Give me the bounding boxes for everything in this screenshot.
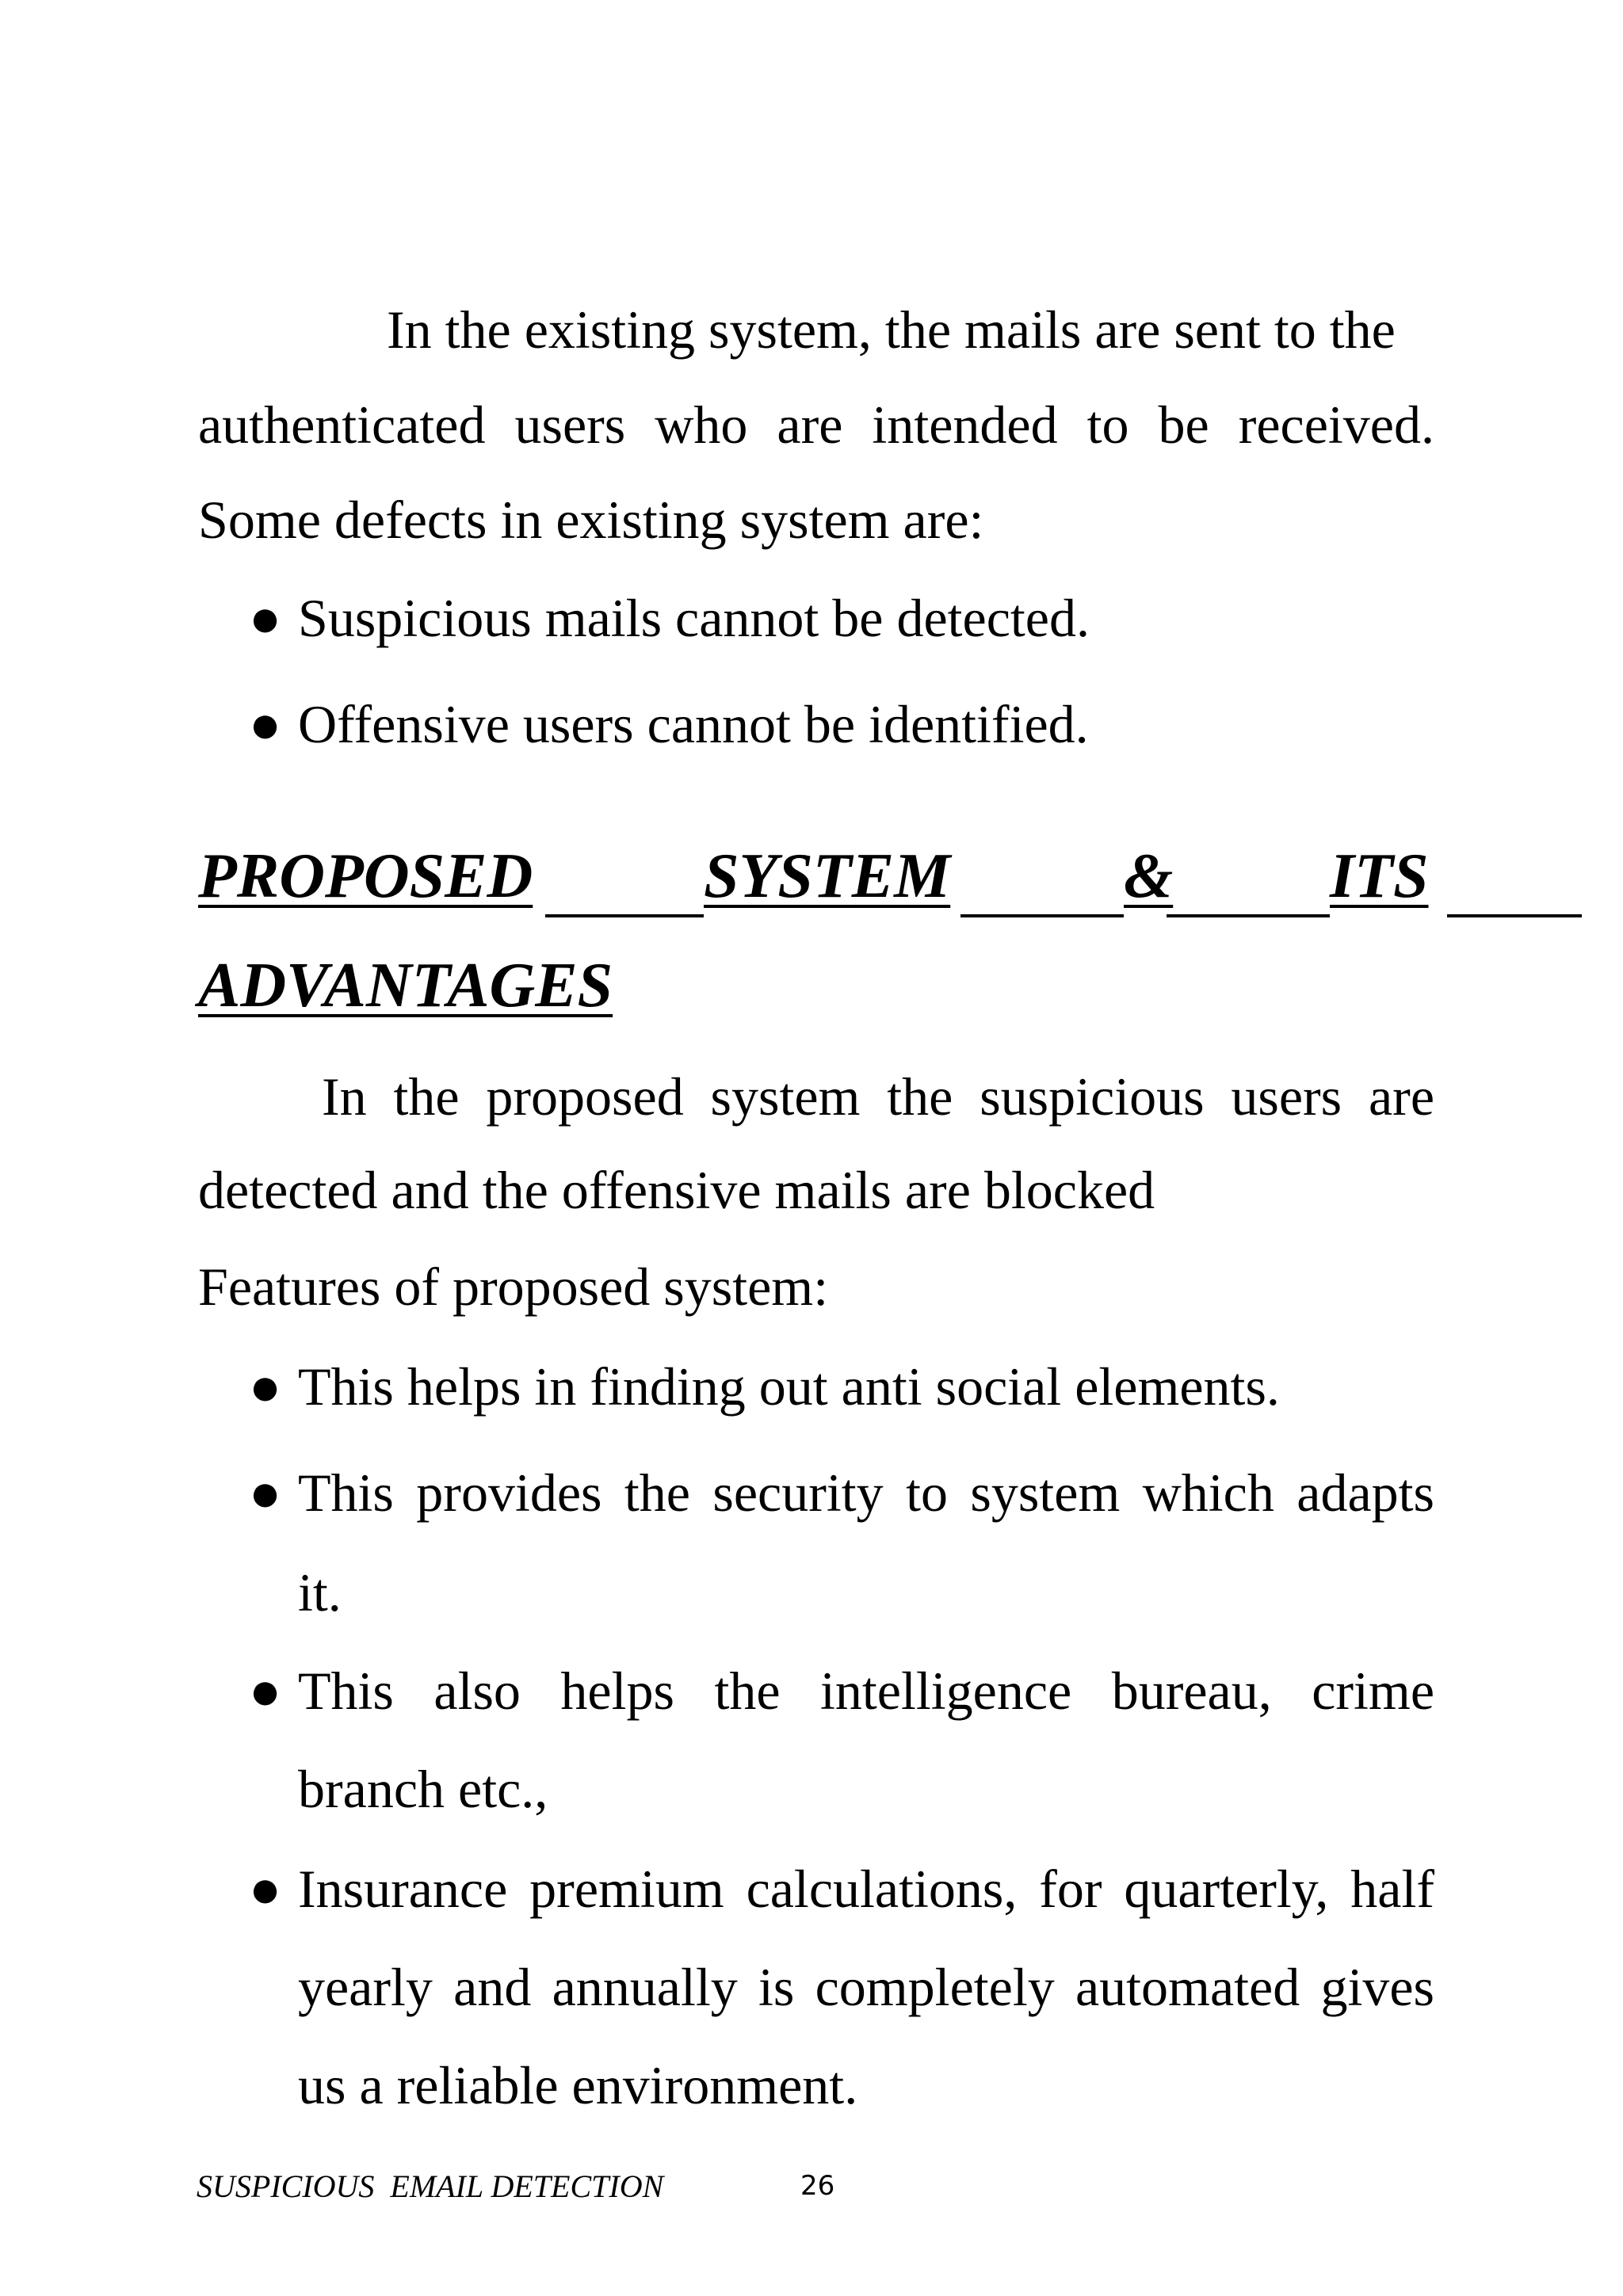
- feature-item-4: [249, 1859, 1434, 1919]
- heading-word-system: SYSTEM: [704, 841, 951, 911]
- proposed-line-1: In the proposed system the suspicious users are: [322, 1066, 1434, 1127]
- intro-line-1: In the existing system, the mails are sent to the: [387, 299, 1396, 360]
- bullet-icon: ●: [249, 694, 282, 754]
- feature-item-3-continuation: branch etc.,: [298, 1759, 548, 1819]
- heading-underline-gap: [545, 914, 704, 917]
- feature-item-1: [249, 1356, 1280, 1417]
- bullet-icon: ●: [249, 1463, 282, 1523]
- heading-word-advantages: ADVANTAGES: [198, 951, 613, 1020]
- bullet-icon: ●: [249, 1356, 282, 1417]
- defect-item-1: [249, 588, 1090, 648]
- feature-item-3: [249, 1661, 1434, 1721]
- heading-word-its: ITS: [1330, 841, 1429, 911]
- intro-line-2: authenticated users who are intended to be received.: [198, 395, 1434, 455]
- feature-item-text: Insurance premium calculations, for quarterly, half: [298, 1859, 1434, 1919]
- feature-item-2: [249, 1463, 1434, 1523]
- feature-item-4-continuation-2: us a reliable environment.: [298, 2055, 858, 2115]
- heading-underline-gap: [1447, 914, 1582, 917]
- defect-item-text: Suspicious mails cannot be detected.: [298, 588, 1090, 648]
- proposed-line-2: detected and the offensive mails are blocked: [198, 1160, 1155, 1220]
- feature-item-4-continuation-1: yearly and annually is completely automated gives: [298, 1957, 1434, 2017]
- feature-item-text: This provides the security to system which adapts: [298, 1463, 1434, 1523]
- page-number: 26: [800, 2170, 835, 2202]
- feature-item-text: This also helps the intelligence bureau, crime: [298, 1661, 1434, 1721]
- defect-item-2: [249, 694, 1089, 754]
- heading-word-ampersand: &: [1124, 841, 1174, 911]
- bullet-icon: ●: [249, 1661, 282, 1721]
- heading-line-1: [0, 841, 1623, 924]
- defect-item-text: Offensive users cannot be identified.: [298, 694, 1089, 754]
- intro-line-3: Some defects in existing system are:: [198, 490, 984, 550]
- feature-item-text: This helps in finding out anti social elements.: [298, 1356, 1280, 1417]
- footer-title: SUSPICIOUS EMAIL DETECTION: [197, 2168, 664, 2204]
- heading-word-proposed: PROPOSED: [198, 841, 533, 911]
- heading-underline-gap: [1167, 914, 1330, 917]
- bullet-icon: ●: [249, 588, 282, 648]
- feature-item-2-continuation: it.: [298, 1562, 342, 1623]
- proposed-line-3: Features of proposed system:: [198, 1257, 829, 1317]
- heading-underline-gap: [960, 914, 1124, 917]
- bullet-icon: ●: [249, 1859, 282, 1919]
